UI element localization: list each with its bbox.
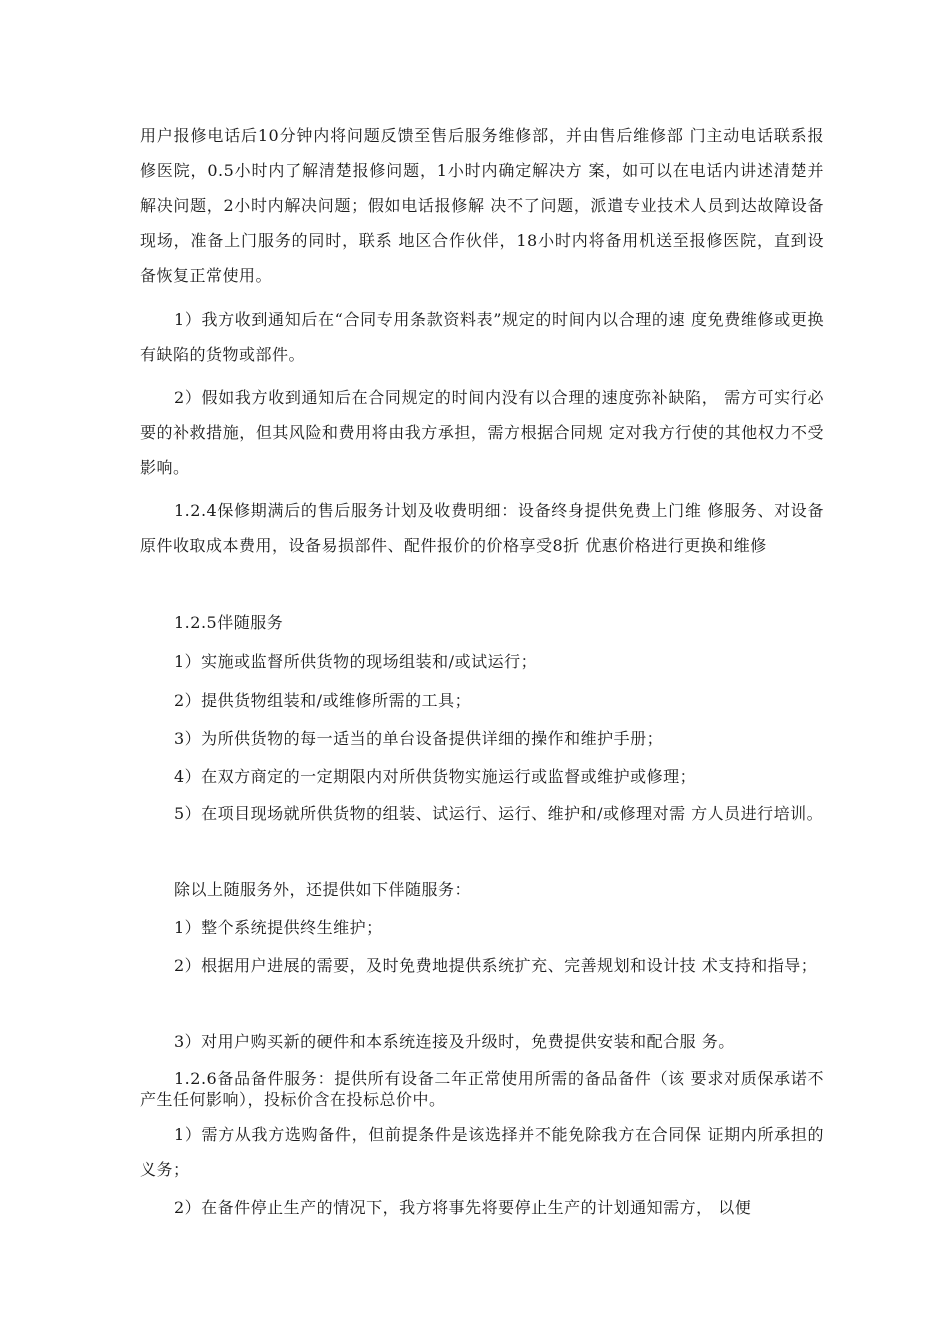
list-item-spare-purchase: 1）需方从我方选购备件，但前提条件是该选择并不能免除我方在合同保 证期内所承担的义务； [140, 1125, 824, 1179]
list-item-tools: 2）提供货物组装和/或维修所需的工具； [174, 691, 472, 710]
list-item-manual: 3）为所供货物的每一适当的单台设备提供详细的操作和维护手册； [174, 729, 664, 748]
paragraph-free-repair: 1）我方收到通知后在“合同专用条款资料表”规定的时间内以合理的速 度免费维修或更换有缺陷的货物或部件。 [140, 310, 824, 364]
paragraph-post-warranty: 1.2.4保修期满后的售后服务计划及收费明细：设备终身提供免费上门维 修服务、对设备原件收取成本费用，设备易损部件、配件报价的价格享受8折 优惠价格进行更换和维修 [140, 501, 824, 555]
list-item-assembly: 1）实施或监督所供货物的现场组装和/或试运行； [174, 652, 538, 671]
paragraph-remedy: 2）假如我方收到通知后在合同规定的时间内没有以合理的速度弥补缺陷， 需方可实行必要的补救措施，但其风险和费用将由我方承担，需方根据合同规 定对我方行使的其他权力不受影响。 [140, 388, 824, 477]
list-item-installation: 3）对用户购买新的硬件和本系统连接及升级时，免费提供安装和配合服 务。 [174, 1032, 735, 1051]
list-item-maintenance: 4）在双方商定的一定期限内对所供货物实施运行或监督或维护或修理； [174, 767, 697, 786]
list-item-lifetime-maintenance: 1）整个系统提供终生维护； [174, 918, 383, 937]
paragraph-repair-response: 用户报修电话后10分钟内将问题反馈至售后服务维修部，并由售后维修部 门主动电话联系报修医院，0.5小时内了解清楚报修问题，1小时内确定解决方 案，如可以在电话内讲述清楚并解决问题，2小时内解决问题；假如电话报修解 决不了问题，派遣专业技术人员到达故障设备现场，准备上门服务的同时，联系 地区合作伙伴，18小时内将备用机送至报修医院，直到设备恢复正常使用。 [140, 126, 824, 285]
paragraph-additional-services: 除以上随服务外，还提供如下伴随服务： [174, 880, 472, 899]
list-item-discontinued-parts: 2）在备件停止生产的情况下，我方将事先将要停止生产的计划通知需方， 以便 [174, 1198, 752, 1217]
list-item-training: 5）在项目现场就所供货物的组装、试运行、运行、维护和/或修理对需 方人员进行培训。 [174, 804, 824, 823]
list-item-expansion-support: 2）根据用户进展的需要，及时免费地提供系统扩充、完善规划和设计技 术支持和指导； [174, 956, 818, 975]
paragraph-spare-parts: 1.2.6备品备件服务：提供所有设备二年正常使用所需的备品备件（该 要求对质保承诺不产生任何影响），投标价含在投标总价中。 [140, 1069, 824, 1109]
section-heading-accompanying-service: 1.2.5伴随服务 [174, 613, 284, 632]
